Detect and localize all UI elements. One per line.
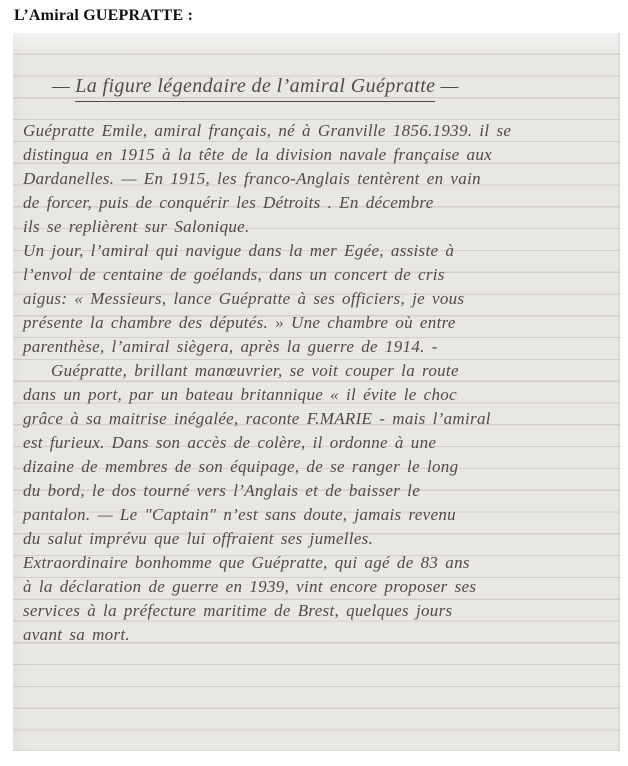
manuscript-line: présente la chambre des députés. » Une chambre où entre [23,313,456,332]
manuscript-line: ils se replièrent sur Salonique. [23,217,250,236]
manuscript-line: de forcer, puis de conquérir les Détroits . En décembre [23,193,434,212]
manuscript-line: Un jour, l’amiral qui navigue dans la mer Egée, assiste à [23,241,455,260]
manuscript-line: du bord, le dos tourné vers l’Anglais et de baisser le [23,481,421,500]
manuscript-line: distingua en 1915 à la tête de la division navale française aux [23,145,492,164]
manuscript-title-text: La figure légendaire de l’amiral Guépratte [75,73,435,102]
manuscript-line: Guépratte Emile, amiral français, né à Granville 1856.1939. il se [23,121,512,140]
manuscript-line: est furieux. Dans son accès de colère, il ordonne à une [23,433,437,452]
manuscript-line: pantalon. — Le "Captain" n’est sans doute, jamais revenu [23,505,456,524]
manuscript-line: Guépratte, brillant manœuvrier, se voit couper la route [51,361,459,380]
manuscript-line: Extraordinaire bonhomme que Guépratte, qui agé de 83 ans [23,553,470,572]
title-left-dash: — [52,75,71,97]
manuscript-line: dans un port, par un bateau britannique « il évite le choc [23,385,457,404]
manuscript-line: à la déclaration de guerre en 1939, vint encore proposer ses [23,577,477,596]
manuscript-line: avant sa mort. [23,625,130,644]
manuscript-line: grâce à sa maitrise inégalée, raconte F.MARIE - mais l’amiral [23,409,491,428]
title-right-dash: — [440,75,459,97]
manuscript-line: l’envol de centaine de goélands, dans un concert de cris [23,265,445,284]
manuscript-line: Dardanelles. — En 1915, les franco-Anglais tentèrent en vain [23,169,481,188]
manuscript-line: parenthèse, l’amiral siègera, après la guerre de 1914. - [23,337,438,356]
manuscript-line: aigus: « Messieurs, lance Guépratte à ses officiers, je vous [23,289,465,308]
manuscript-line: dizaine de membres de son équipage, de se ranger le long [23,457,459,476]
manuscript-line: du salut imprévu que lui offraient ses jumelles. [23,529,374,548]
document-heading: L’Amiral GUEPRATTE : [14,7,194,24]
manuscript-line: services à la préfecture maritime de Brest, quelques jours [23,601,453,620]
manuscript-scan [13,33,620,751]
manuscript-body [23,119,620,647]
manuscript-title [47,73,620,102]
